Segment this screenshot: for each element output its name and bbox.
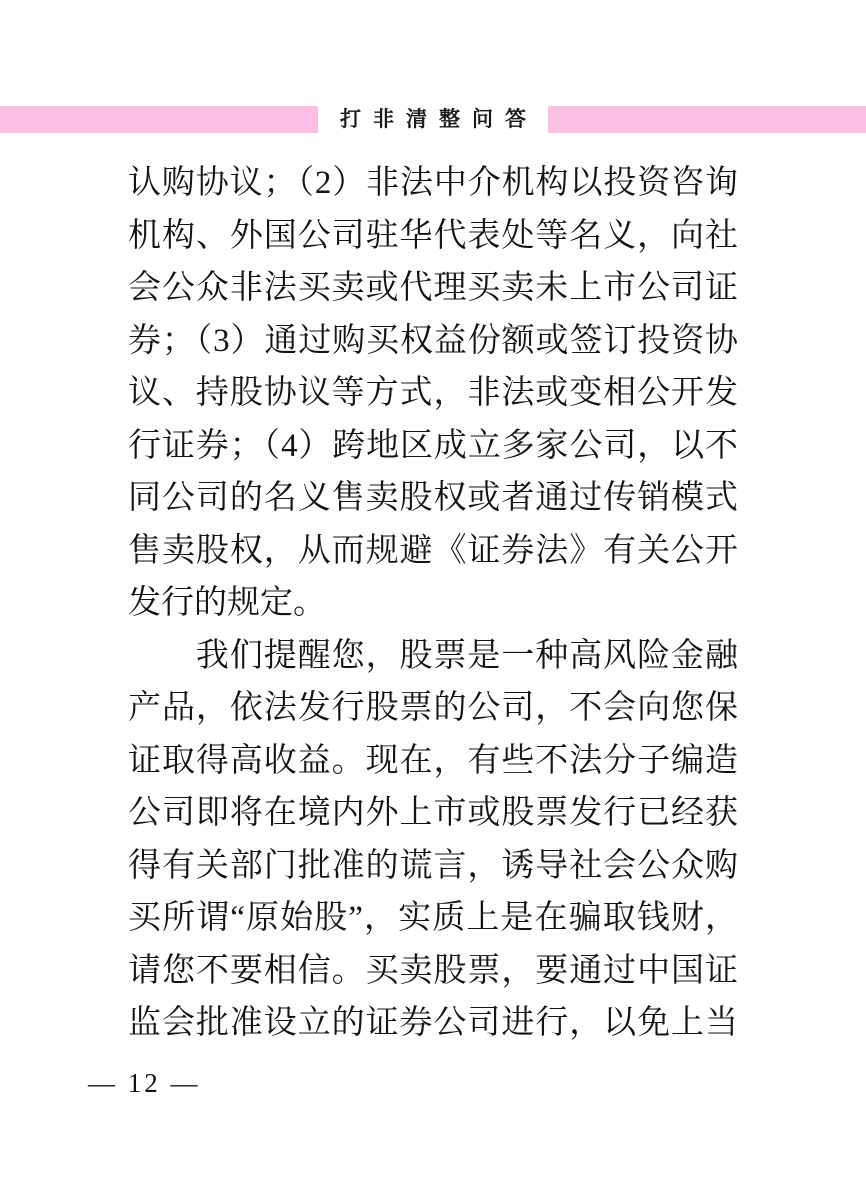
text-line: 发行的规定。 — [128, 585, 326, 621]
body-text — [128, 157, 738, 1050]
text-line: 券；（3）通过购买权益份额或签订投资协 — [128, 322, 738, 359]
text-line: 公司即将在境内外上市或股票发行已经获 — [128, 795, 738, 831]
text-line: 得有关部门批准的谎言，诱导社会公众购 — [128, 847, 738, 884]
text-line: 议、持股协议等方式，非法或变相公开发 — [128, 375, 738, 411]
text-line: 我们提醒您，股票是一种高风险金融 — [128, 637, 738, 674]
text-line: 行证券；（4）跨地区成立多家公司，以不 — [128, 427, 738, 464]
text-line: 售卖股权，从而规避《证券法》有关公开 — [128, 532, 738, 569]
text-line: 认购协议；（2）非法中介机构以投资咨询 — [128, 165, 738, 201]
text-line: 请您不要相信。买卖股票，要通过中国证 — [128, 952, 738, 989]
text-line: 机构、外国公司驻华代表处等名义，向社 — [128, 217, 738, 254]
text-line: 会公众非法买卖或代理买卖未上市公司证 — [128, 270, 738, 306]
text-line: 产品，依法发行股票的公司，不会向您保 — [128, 690, 738, 726]
page-title: 打非清整问答 — [318, 106, 548, 133]
page-number: — 12 — — [88, 1068, 201, 1098]
header-band — [0, 106, 866, 133]
text-line: 买所谓“原始股”，实质上是在骗取钱财， — [128, 900, 738, 936]
text-line: 同公司的名义售卖股权或者通过传销模式 — [128, 480, 738, 516]
text-line: 证取得高收益。现在，有些不法分子编造 — [128, 742, 738, 779]
text-line: 监会批准设立的证券公司进行，以免上当 — [128, 1005, 738, 1041]
